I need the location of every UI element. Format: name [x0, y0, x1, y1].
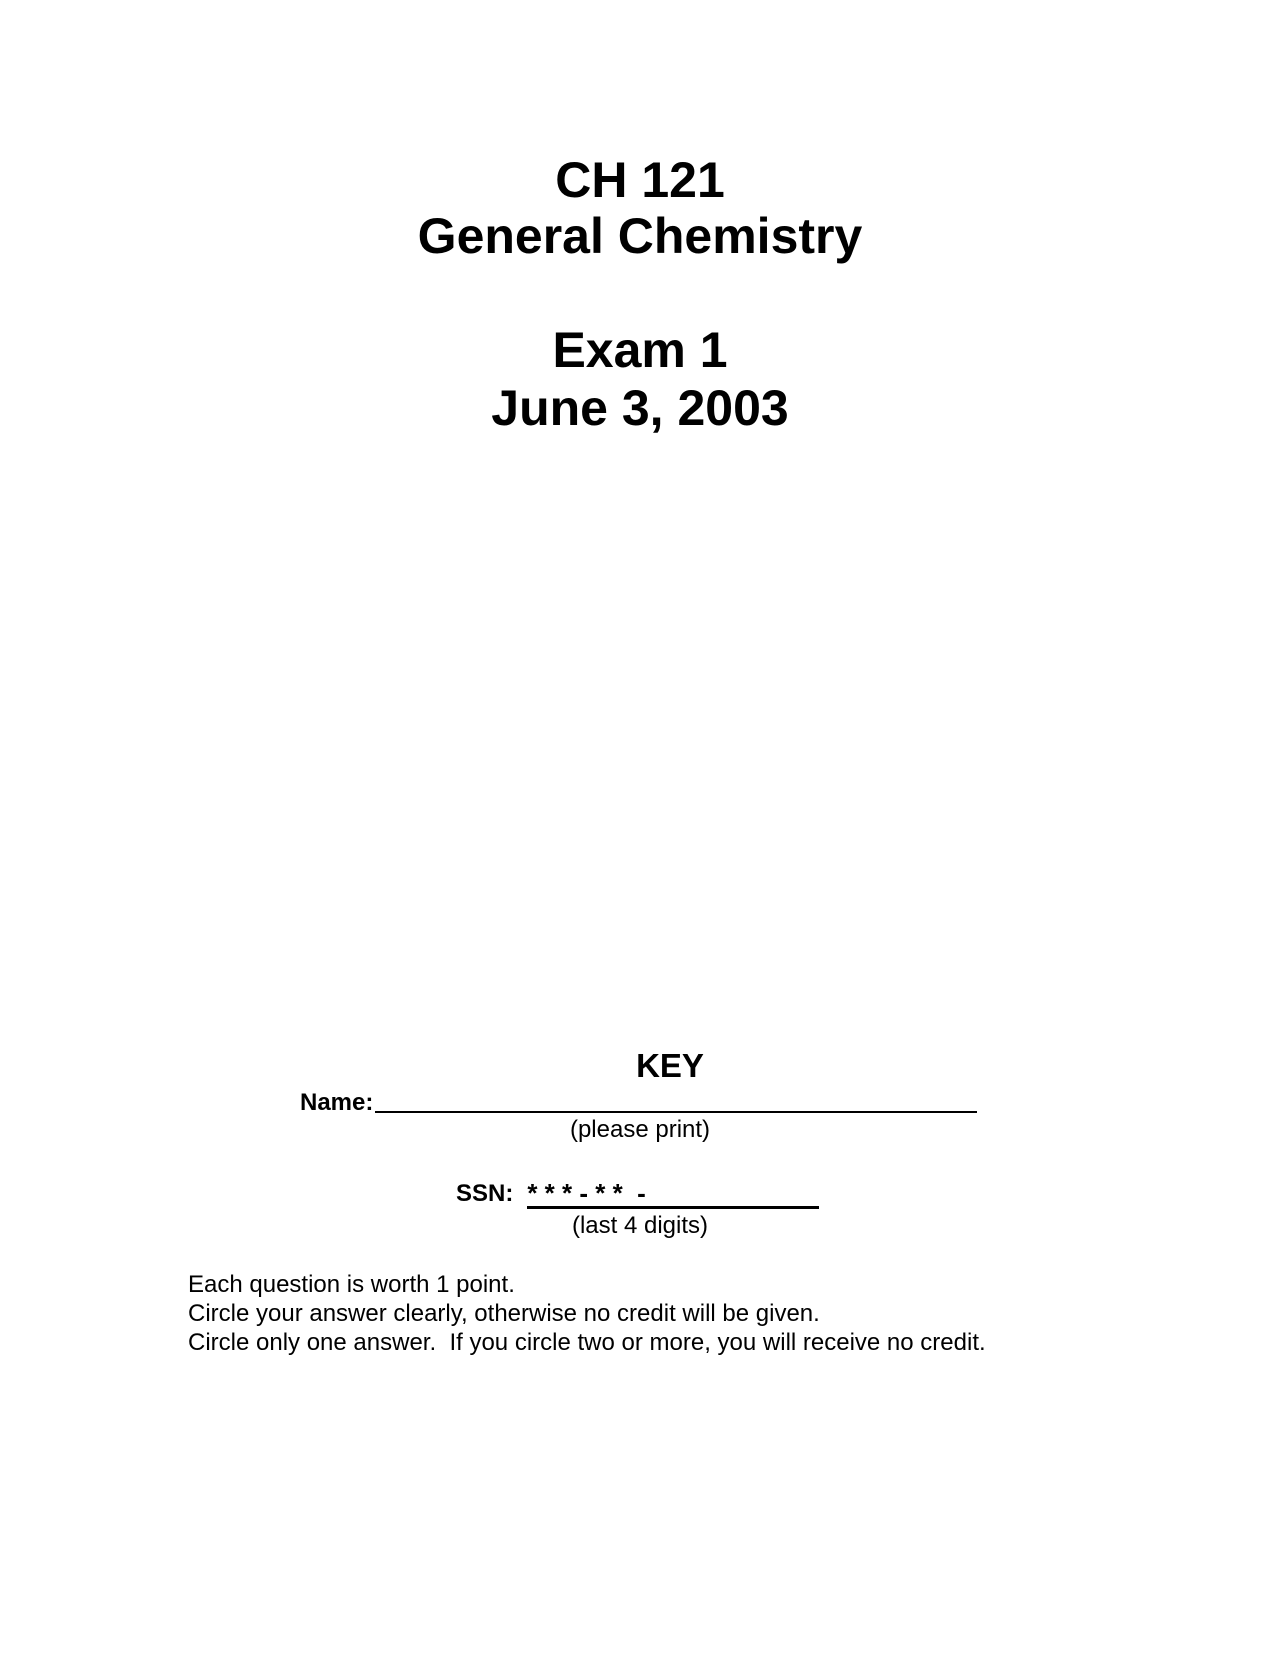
instruction-line: Each question is worth 1 point. [188, 1271, 515, 1298]
ssn-input-line[interactable]: * * * - * * - [527, 1180, 819, 1209]
instruction-line: Circle your answer clearly, otherwise no credit will be given. [188, 1300, 820, 1327]
instruction-line: Circle only one answer. If you circle two or more, you will receive no credit. [188, 1329, 986, 1356]
name-hint: (please print) [569, 1116, 711, 1143]
key-label: KEY [636, 1047, 704, 1084]
ssn-label: SSN: [456, 1180, 514, 1207]
course-code: CH 121 [555, 152, 725, 208]
ssn-row [456, 1176, 819, 1212]
course-name: General Chemistry [417, 208, 863, 264]
exam-title: Exam 1 [552, 322, 728, 378]
name-row [300, 1085, 977, 1117]
exam-date: June 3, 2003 [491, 380, 789, 436]
name-label: Name: [300, 1089, 374, 1116]
ssn-hint: (last 4 digits) [571, 1212, 709, 1239]
name-input-line[interactable] [375, 1111, 977, 1113]
instructions [188, 1270, 986, 1357]
